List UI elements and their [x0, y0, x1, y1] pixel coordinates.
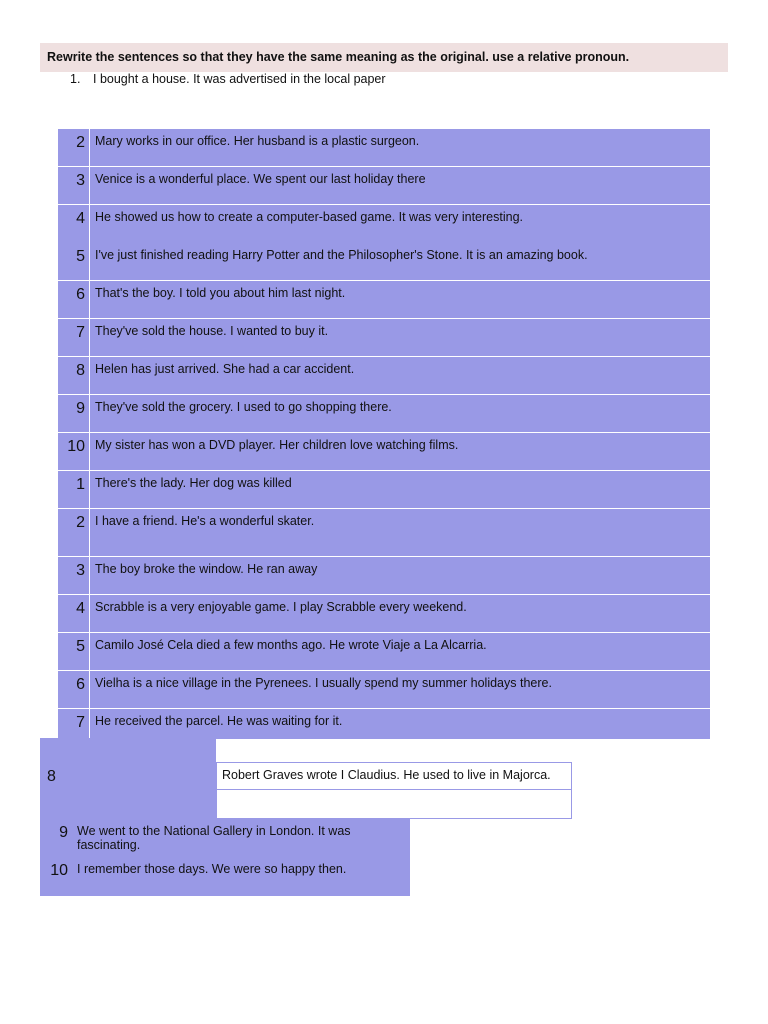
exercise-table — [58, 129, 710, 739]
row-number: 6 — [58, 671, 90, 708]
item-number: 8 — [47, 768, 56, 785]
row-number: 7 — [58, 319, 90, 356]
row-text: Mary works in our office. Her husband is a plastic surgeon. — [95, 134, 420, 148]
row-number: 2 — [58, 509, 90, 556]
row-number: 5 — [58, 633, 90, 670]
table-row — [58, 129, 710, 167]
row-text: There's the lady. Her dog was killed — [95, 476, 292, 490]
exercise-item-9 — [40, 824, 367, 852]
instruction-heading: Rewrite the sentences so that they have the same meaning as the original. use a relative pronoun. — [40, 43, 728, 72]
row-text: Helen has just arrived. She had a car accident. — [95, 362, 355, 376]
row-text: I've just finished reading Harry Potter and the Philosopher's Stone. It is an amazing book. — [95, 248, 588, 262]
row-text: Camilo José Cela died a few months ago. He wrote Viaje a La Alcarria. — [95, 638, 487, 652]
table-row — [58, 243, 710, 281]
item-8-number-block — [40, 738, 216, 818]
item-8-sentence-box: Robert Graves wrote I Claudius. He used to live in Majorca. — [216, 762, 572, 790]
row-text: I have a friend. He's a wonderful skater. — [95, 514, 315, 528]
item-number: 9 — [59, 824, 68, 841]
row-text: My sister has won a DVD player. Her children love watching films. — [95, 438, 459, 452]
row-text: Scrabble is a very enjoyable game. I play Scrabble every weekend. — [95, 600, 467, 614]
row-text: They've sold the house. I wanted to buy it. — [95, 324, 329, 338]
row-text: They've sold the grocery. I used to go shopping there. — [95, 400, 392, 414]
items-9-10-block — [40, 818, 410, 896]
row-number: 1 — [58, 471, 90, 508]
row-text: Venice is a wonderful place. We spent our last holiday there — [95, 172, 426, 186]
row-number: 5 — [58, 243, 90, 280]
table-row — [58, 357, 710, 395]
item-text: I remember those days. We were so happy then. — [77, 862, 347, 876]
table-row — [58, 205, 710, 243]
item-number: 1. — [70, 72, 81, 86]
table-row — [58, 167, 710, 205]
table-row — [58, 671, 710, 709]
table-row — [58, 395, 710, 433]
table-row — [58, 557, 710, 595]
table-row — [58, 633, 710, 671]
row-number: 10 — [58, 433, 90, 470]
row-text: He showed us how to create a computer-based game. It was very interesting. — [95, 210, 523, 224]
row-number: 3 — [58, 557, 90, 594]
table-row — [58, 509, 710, 557]
table-row — [58, 709, 710, 739]
item-text: We went to the National Gallery in London. It was fascinating. — [77, 824, 351, 852]
row-number: 4 — [58, 205, 90, 243]
row-number: 4 — [58, 595, 90, 632]
table-row — [58, 281, 710, 319]
table-row — [58, 595, 710, 633]
item-text: I bought a house. It was advertised in the local paper — [93, 72, 386, 86]
table-row — [58, 471, 710, 509]
row-text: Vielha is a nice village in the Pyrenees. I usually spend my summer holidays there. — [95, 676, 552, 690]
row-number: 9 — [58, 395, 90, 432]
row-number: 3 — [58, 167, 90, 204]
row-text: The boy broke the window. He ran away — [95, 562, 318, 576]
item-number: 10 — [50, 862, 68, 879]
row-number: 2 — [58, 129, 90, 166]
row-number: 6 — [58, 281, 90, 318]
row-text: He received the parcel. He was waiting for it. — [95, 714, 343, 728]
row-number: 7 — [58, 709, 90, 739]
exercise-item-1 — [70, 72, 386, 86]
row-text: That's the boy. I told you about him last night. — [95, 286, 346, 300]
item-8-answer-box[interactable] — [216, 790, 572, 819]
exercise-item-10 — [40, 862, 367, 880]
row-number: 8 — [58, 357, 90, 394]
table-row — [58, 433, 710, 471]
table-row — [58, 319, 710, 357]
